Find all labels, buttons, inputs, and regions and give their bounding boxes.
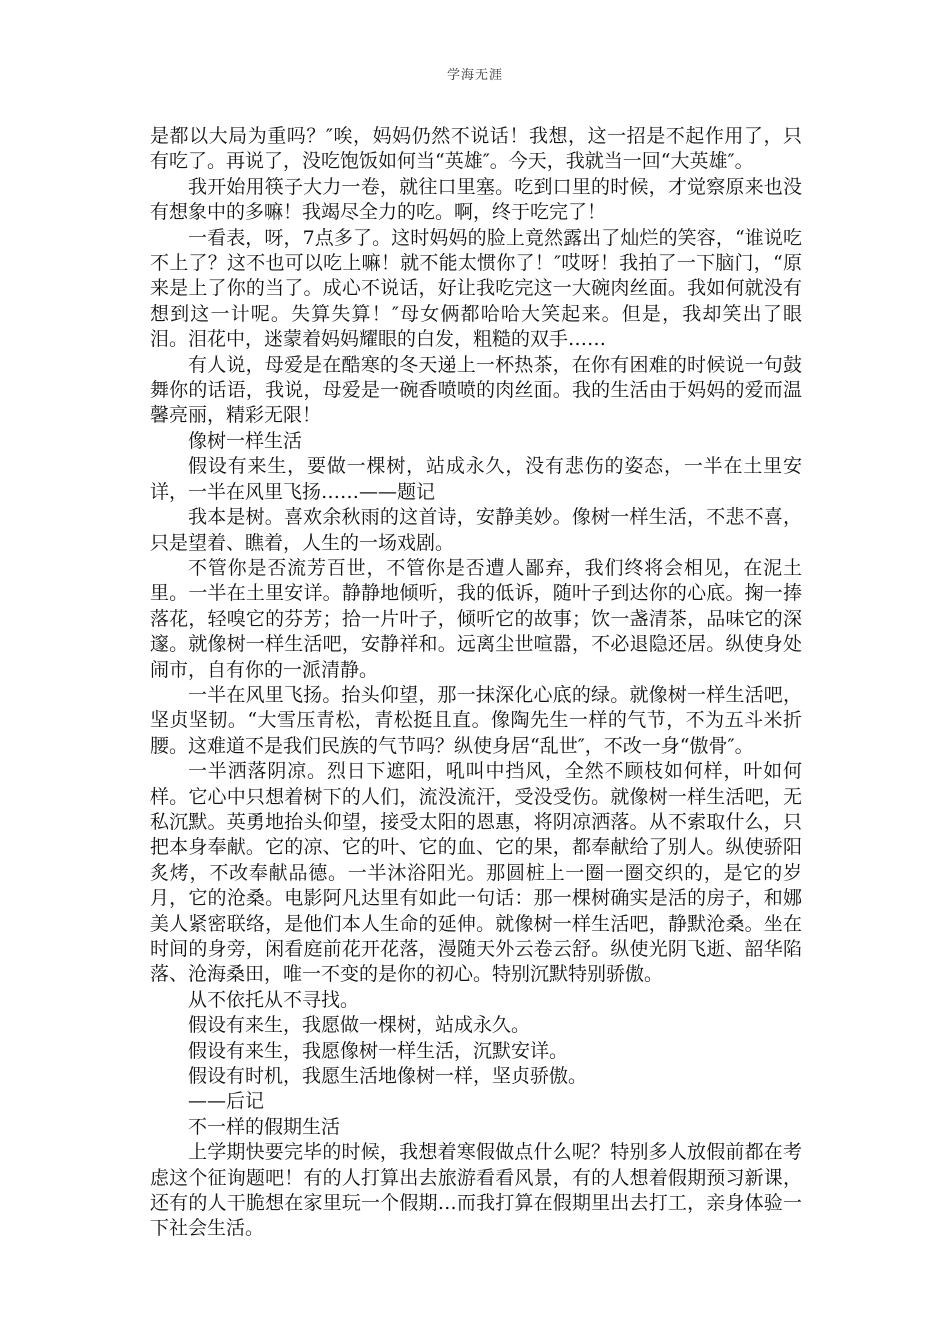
paragraph: 有人说，母爱是在酷寒的冬天递上一杯热茶，在你有困难的时候说一句鼓舞你的话语，我说，母爱是一碗香喷喷的肉丝面。我的生活由于妈妈的爱而温馨亮丽，精彩无限！ xyxy=(150,353,802,427)
paragraph: 假设有来生，我愿像树一样生活，沉默安详。 xyxy=(188,1039,569,1062)
paragraph: 假设有时机，我愿生活地像树一样，坚贞骄傲。 xyxy=(188,1065,588,1088)
section-title: 像树一样生活 xyxy=(188,429,303,452)
paragraph: 我开始用筷子大力一卷，就往口里塞。吃到口里的时候，才觉察原来也没有想象中的多嘛！我竭尽全力的吃。啊，终于吃完了！ xyxy=(150,175,802,224)
epigraph: 假设有来生，要做一棵树，站成永久，没有悲伤的姿态，一半在土里安详，一半在风里飞扬……——题记 xyxy=(150,455,802,503)
paragraph: 是都以大局为重吗？″唉，妈妈仍然不说话！我想，这一招是不起作用了，只有吃了。再说了，没吃饱饭如何当“英雄″。今天，我就当一回“大英雄″。 xyxy=(150,125,802,173)
document-body xyxy=(150,124,802,1242)
section-title: 不一样的假期生活 xyxy=(188,1115,341,1138)
afterword-label: ——后记 xyxy=(188,1090,265,1113)
paragraph: 一半在风里飞扬。抬头仰望，那一抹深化心底的绿。就像树一样生活吧，坚贞坚韧。“大雪压青松，青松挺且直。像陶先生一样的气节，不为五斗米折腰。这难道不是我们民族的气节吗？纵使身居“乱世″，不改一身“傲骨″。 xyxy=(150,683,802,757)
paragraph: 一半洒落阴凉。烈日下遮阳，吼叫中挡风，全然不顾枝如何样，叶如何样。它心中只想着树下的人们，流没流汗，受没受伤。就像树一样生活吧，无私沉默。英勇地抬头仰望，接受太阳的恩惠，将阴凉洒落。从不索取什么，只把本身奉献。它的凉、它的叶、它的血、它的果，都奉献给了别人。纵使骄阳炙烤，不改奉献品德。一半沐浴阳光。那圆桩上一圈一圈交织的，是它的岁月，它的沧桑。电影阿凡达里有如此一句话：那一棵树确实是活的房子，和娜美人紧密联络，是他们本人生命的延伸。就像树一样生活吧，静默沧桑。坐在时间的身旁，闲看庭前花开花落，漫随天外云卷云舒。纵使光阴飞逝、韶华陷落、沧海桑田，唯一不变的是你的初心。特别沉默特别骄傲。 xyxy=(150,760,802,986)
paragraph: 上学期快要完毕的时候，我想着寒假做点什么呢？特别多人放假前都在考虑这个征询题吧！有的人打算出去旅游看看风景，有的人想着假期预习新课，还有的人干脆想在家里玩一个假期…而我打算在假期里出去打工，亲身体验一下社会生活。 xyxy=(150,1141,802,1240)
page-header: 学海无涯 xyxy=(446,68,503,83)
paragraph: 一看表，呀，7点多了。这时妈妈的脸上竟然露出了灿烂的笑容，“谁说吃不上了？这不也可以吃上嘛！就不能太惯你了！″哎呀！我拍了一下脑门，“原来是上了你的当了。成心不说话，好让我吃完这一大碗肉丝面。我如何就没有想到这一计呢。失算失算！″母女俩都哈哈大笑起来。但是，我却笑出了眼泪。泪花中，迷蒙着妈妈耀眼的白发，粗糙的双手…… xyxy=(150,226,802,351)
paragraph: 从不依托从不寻找。 xyxy=(188,988,360,1011)
paragraph: 我本是树。喜欢余秋雨的这首诗，安静美妙。像树一样生活，不悲不喜，只是望着、瞧着，人生的一场戏剧。 xyxy=(150,506,802,554)
paragraph: 不管你是否流芳百世，不管你是否遭人鄙弃，我们终将会相见，在泥土里。一半在土里安详。静静地倾听，我的低诉，随叶子到达你的心底。掬一捧落花，轻嗅它的芬芳；拾一片叶子，倾听它的故事；饮一盏清茶，品味它的深邃。就像树一样生活吧，安静祥和。远离尘世喧嚣，不必退隐还居。纵使身处闹市，自有你的一派清静。 xyxy=(150,556,802,681)
paragraph: 假设有来生，我愿做一棵树，站成永久。 xyxy=(188,1014,531,1037)
